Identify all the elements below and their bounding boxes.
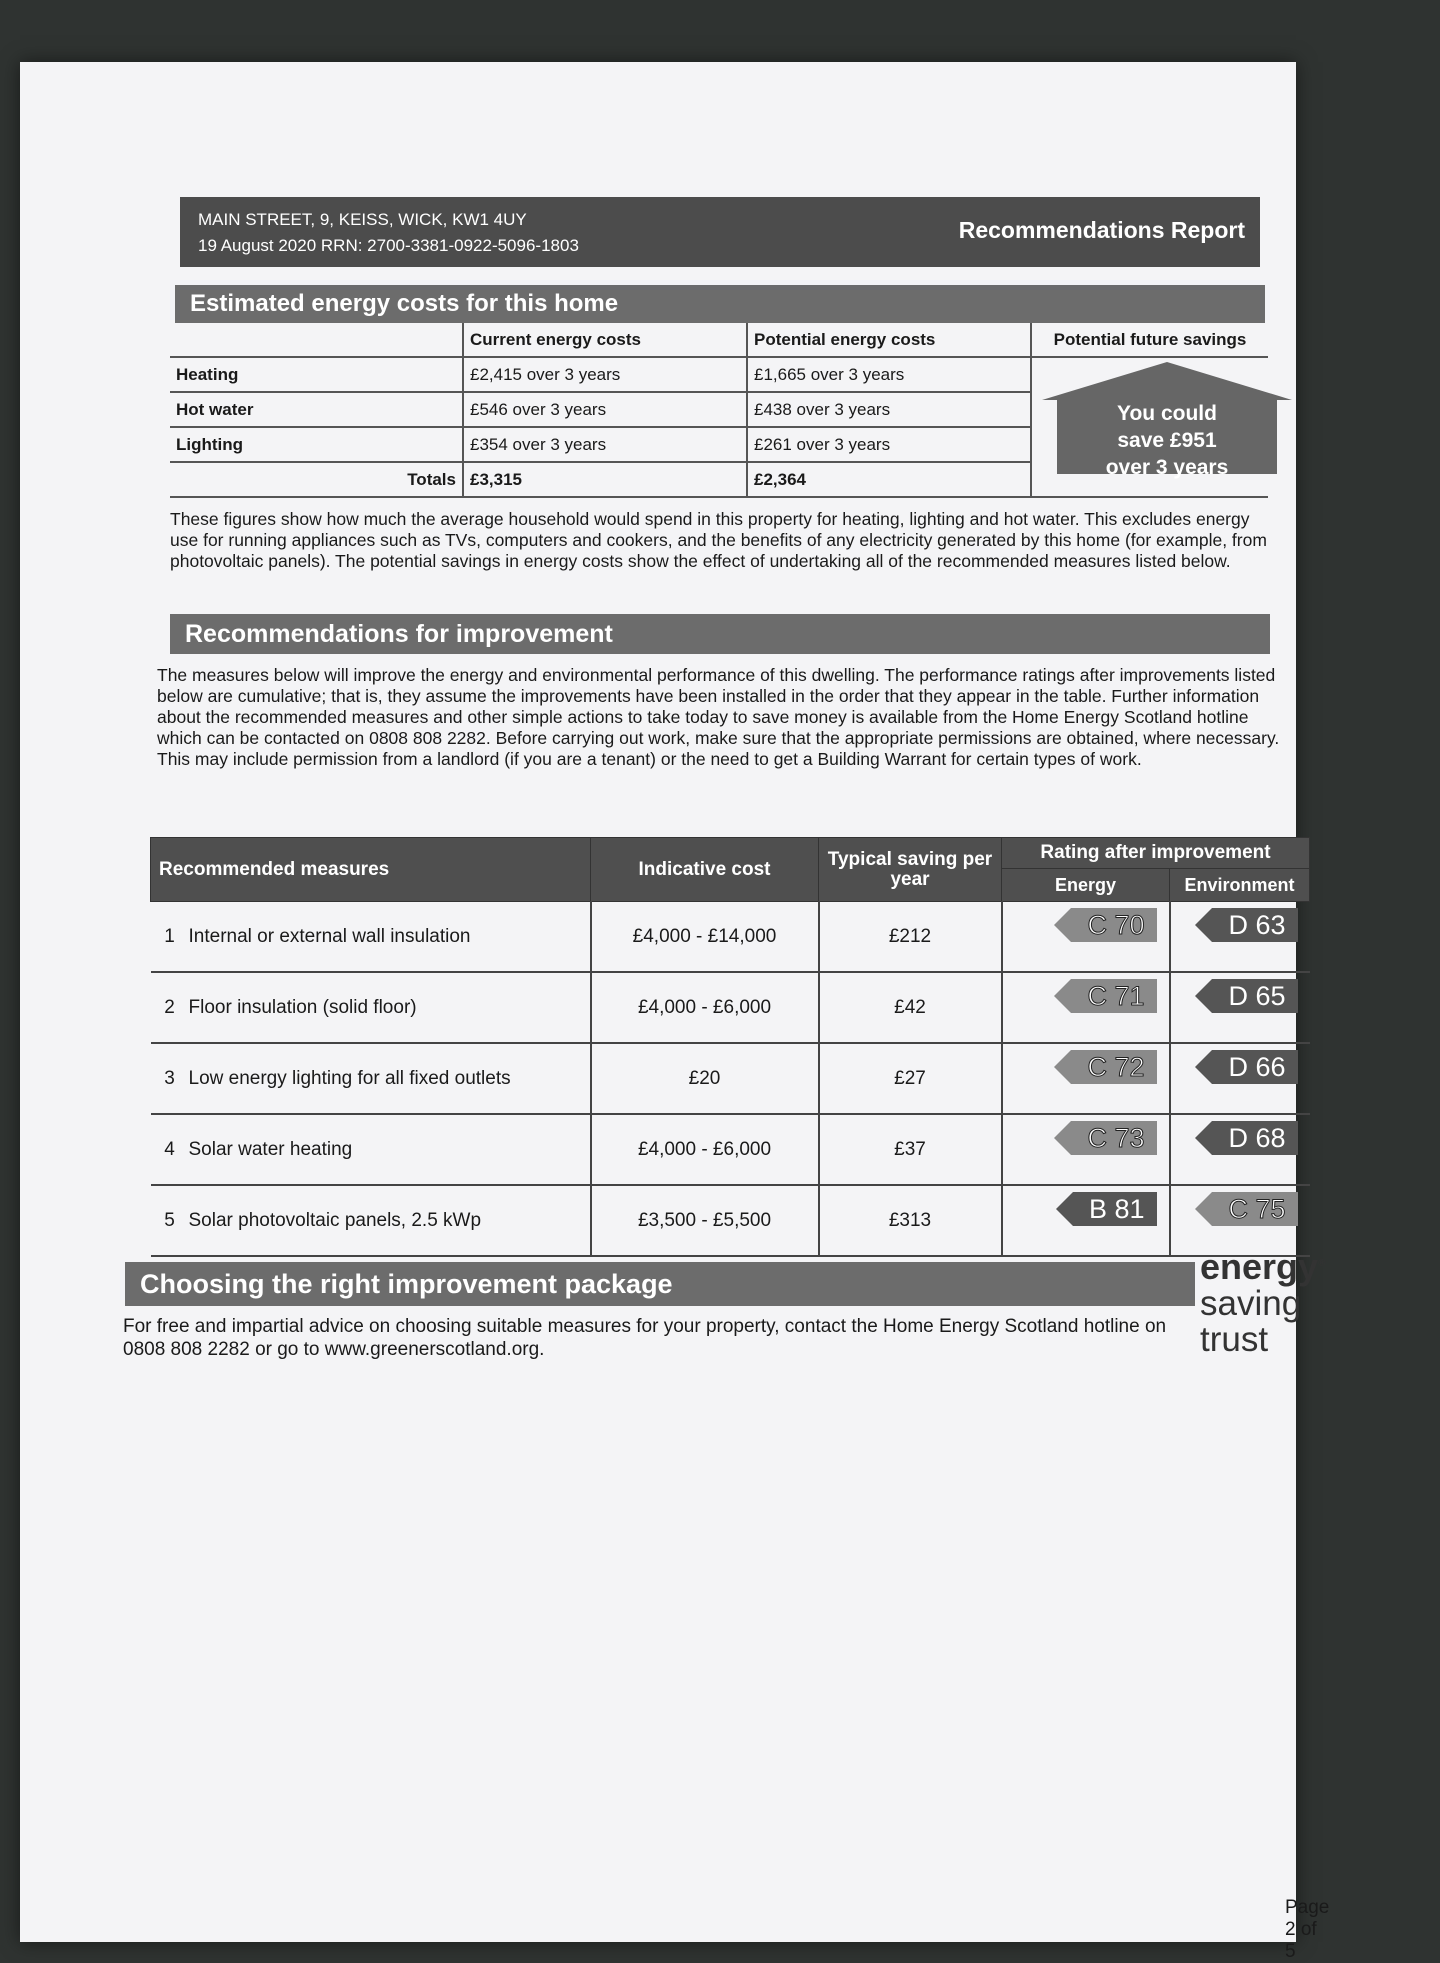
table-row — [151, 1043, 1310, 1114]
indicative-cost: £3,500 - £5,500 — [591, 1185, 819, 1256]
measure-name: Internal or external wall insulation — [188, 925, 471, 947]
row-label: Heating — [170, 357, 463, 392]
measure-name: Floor insulation (solid floor) — [188, 996, 417, 1018]
energy-rating-cell — [1002, 1185, 1170, 1256]
current-cost: £2,415 over 3 years — [463, 357, 747, 392]
col-environment: Environment — [1170, 869, 1310, 902]
table-header-row — [170, 323, 1268, 357]
savings-cell — [1031, 357, 1268, 497]
measure-cell — [151, 902, 591, 973]
measure-number: 4 — [164, 1138, 175, 1160]
package-heading: Choosing the right improvement package — [125, 1262, 1195, 1306]
measure-number: 5 — [164, 1209, 175, 1231]
current-cost: £546 over 3 years — [463, 392, 747, 427]
potential-cost: £1,665 over 3 years — [747, 357, 1031, 392]
col-current: Current energy costs — [463, 323, 747, 357]
recommendations-intro: The measures below will improve the energy and environmental performance of this dwelling. The performance ratings after improvements listed below are cumulative; that is, they assume the improvements have been installed in the order that they appear in the table. Further information about the recommended measures and other simple actions to take today to save money is available from the Home Energy Scotland hotline which can be contacted on 0808 808 2282. Before carrying out work, make sure that the appropriate permissions are obtained, where necessary. This may include permission from a landlord (if you are a tenant) or the need to get a Building Warrant for certain types of work. — [157, 665, 1280, 769]
measure-number: 2 — [164, 996, 175, 1018]
environment-rating-arrow: D 63 — [1212, 908, 1297, 942]
house-roof — [1042, 362, 1292, 400]
costs-note: These figures show how much the average household would spend in this property for heating, lighting and hot water. This excludes energy use for running appliances such as TVs, computers and cookers, and the benefits of any electricity generated by this home (for example, from photovoltaic panels). The potential savings in energy costs show the effect of undertaking all of the recommended measures listed below. — [170, 509, 1267, 571]
measure-cell — [151, 1114, 591, 1185]
indicative-cost: £4,000 - £6,000 — [591, 972, 819, 1043]
potential-cost: £261 over 3 years — [747, 427, 1031, 462]
energy-rating-cell — [1002, 972, 1170, 1043]
report-header — [180, 197, 1260, 267]
energy-saving-trust-logo: energy® saving trust — [1200, 1246, 1326, 1359]
table-row — [151, 902, 1310, 973]
energy-rating-cell — [1002, 1114, 1170, 1185]
energy-rating-arrow: C 70 — [1071, 908, 1156, 942]
col-measures: Recommended measures — [151, 838, 591, 902]
measure-name: Solar photovoltaic panels, 2.5 kWp — [188, 1209, 482, 1231]
col-rating: Rating after improvement — [1002, 838, 1310, 869]
environment-rating-arrow: C 75 — [1212, 1192, 1297, 1226]
property-address: MAIN STREET, 9, KEISS, WICK, KW1 4UY — [198, 210, 527, 229]
energy-costs-heading: Estimated energy costs for this home — [175, 285, 1265, 323]
energy-rating-arrow: C 72 — [1071, 1050, 1156, 1084]
indicative-cost: £4,000 - £6,000 — [591, 1114, 819, 1185]
date-rrn: 19 August 2020 RRN: 2700-3381-0922-5096-1803 — [198, 236, 579, 255]
environment-rating-cell — [1170, 1043, 1310, 1114]
indicative-cost: £20 — [591, 1043, 819, 1114]
measure-name: Solar water heating — [188, 1138, 353, 1160]
energy-costs-table — [170, 323, 1268, 498]
energy-rating-cell — [1002, 1043, 1170, 1114]
table-row — [170, 357, 1268, 392]
savings-text: You could save £951 over 3 years — [1057, 400, 1277, 474]
typical-saving: £313 — [819, 1185, 1002, 1256]
energy-rating-arrow: B 81 — [1073, 1192, 1157, 1226]
row-label: Hot water — [170, 392, 463, 427]
table-row — [151, 1185, 1310, 1256]
document-page — [20, 62, 1330, 1962]
savings-house-graphic — [1042, 362, 1292, 479]
environment-rating-arrow: D 66 — [1212, 1050, 1297, 1084]
potential-cost: £438 over 3 years — [747, 392, 1031, 427]
measure-cell — [151, 1043, 591, 1114]
address-block — [198, 207, 579, 259]
table-header-row — [151, 838, 1310, 869]
recommendations-heading: Recommendations for improvement — [170, 614, 1270, 654]
row-label: Lighting — [170, 427, 463, 462]
environment-rating-cell — [1170, 1114, 1310, 1185]
page-number: Page 2 of 5 — [1285, 1897, 1330, 1962]
current-cost: £354 over 3 years — [463, 427, 747, 462]
col-future-savings: Potential future savings — [1031, 323, 1268, 357]
table-row — [151, 972, 1310, 1043]
col-saving: Typical saving per year — [819, 838, 1002, 902]
measure-cell — [151, 972, 591, 1043]
energy-rating-arrow: C 71 — [1071, 979, 1156, 1013]
totals-label: Totals — [170, 462, 463, 497]
typical-saving: £27 — [819, 1043, 1002, 1114]
table-row — [151, 1114, 1310, 1185]
typical-saving: £37 — [819, 1114, 1002, 1185]
environment-rating-cell — [1170, 902, 1310, 973]
measure-number: 3 — [164, 1067, 175, 1089]
recommendations-body — [151, 902, 1310, 1257]
typical-saving: £212 — [819, 902, 1002, 973]
col-energy: Energy — [1002, 869, 1170, 902]
report-title: Recommendations Report — [958, 217, 1245, 243]
measure-number: 1 — [164, 925, 175, 947]
package-text: For free and impartial advice on choosing suitable measures for your property, contact the Home Energy Scotland hotline on 0808 808 2282 or go to www.greenerscotland.org. — [123, 1316, 1167, 1360]
energy-rating-cell — [1002, 902, 1170, 973]
environment-rating-cell — [1170, 972, 1310, 1043]
environment-rating-arrow: D 68 — [1212, 1121, 1297, 1155]
indicative-cost: £4,000 - £14,000 — [591, 902, 819, 973]
measure-cell — [151, 1185, 591, 1256]
col-potential: Potential energy costs — [747, 323, 1031, 357]
recommendations-table — [150, 837, 1310, 1257]
typical-saving: £42 — [819, 972, 1002, 1043]
energy-rating-arrow: C 73 — [1071, 1121, 1156, 1155]
col-cost: Indicative cost — [591, 838, 819, 902]
total-current: £3,315 — [463, 462, 747, 497]
total-potential: £2,364 — [747, 462, 1031, 497]
environment-rating-arrow: D 65 — [1212, 979, 1297, 1013]
measure-name: Low energy lighting for all fixed outlets — [188, 1067, 511, 1089]
